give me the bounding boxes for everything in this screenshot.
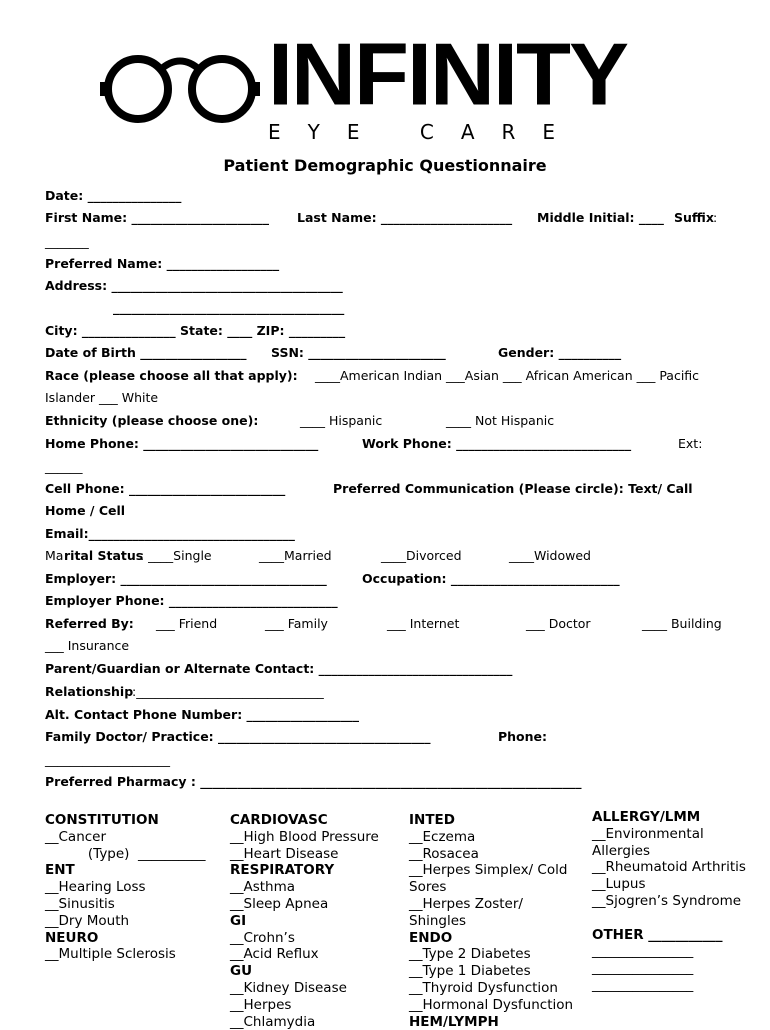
field-referred-5: ____ Building	[642, 616, 722, 631]
field-name-3: Suffix	[674, 210, 714, 225]
checkbox-item: __Multiple Sclerosis	[45, 946, 176, 963]
checkbox-item	[592, 910, 746, 927]
field-address-0: Address: _____________________________________	[45, 278, 343, 293]
field-relationship-0: Relationship	[45, 684, 134, 699]
checkbox-item: __Chlamydia	[230, 1013, 316, 1030]
field-guardian-0: Parent/Guardian or Alternate Contact: _______________________________	[45, 661, 513, 676]
checkbox-item: __Herpes Zoster/	[409, 895, 523, 912]
checkbox-item: __Asthma	[230, 879, 296, 896]
field-referred-2: ___ Family	[265, 616, 328, 631]
section-heading: CONSTITUTION	[45, 812, 159, 828]
field-ethnicity-0: Ethnicity (please choose one):	[45, 413, 259, 428]
section-heading: GU	[230, 963, 253, 980]
checkbox-item: __Heart Disease	[230, 845, 339, 862]
checkbox-item: Shingles	[409, 912, 467, 929]
field-referred-1: ___ Friend	[156, 616, 218, 631]
brand-name: INFINITY	[268, 25, 627, 124]
checkbox-item: _______________	[592, 960, 694, 977]
checkbox-item: __Kidney Disease	[230, 979, 347, 996]
checkbox-item: __Type 1 Diabetes	[409, 963, 531, 980]
field-race-1: ____American Indian ___Asian ___ African American ___ Pacific	[315, 368, 700, 383]
checkbox-item: __Rheumatoid Arthritis	[592, 859, 746, 876]
field-employer-0: Employer: _________________________________	[45, 571, 327, 586]
field-dob-2: Gender: __________	[498, 345, 622, 360]
field-race-cont-0: Islander ___ White	[45, 390, 159, 405]
field-phones-2: Ext:	[678, 436, 703, 451]
field-dob-1: SSN: ______________________	[271, 345, 446, 360]
checkbox-item: __Hormonal Dysfunction	[409, 996, 574, 1013]
field-marital-1: rital Status	[64, 548, 144, 563]
checkbox-item: (Type) __________	[45, 845, 206, 862]
field-name-4: :	[713, 210, 718, 225]
field-phones-0: Home Phone: ____________________________	[45, 436, 319, 451]
field-ext-cont-0: ______	[45, 459, 83, 474]
section-heading: INTED	[409, 812, 455, 828]
field-cell-cont-0: Home / Cell	[45, 503, 126, 518]
field-family-doctor-1: Phone:	[498, 729, 548, 744]
field-race-0: Race (please choose all that apply):	[45, 368, 298, 383]
field-relationship-1: :______________________________	[132, 684, 324, 699]
checkbox-item: __Herpes Simplex/ Cold	[409, 862, 568, 879]
field-marital-2: : ____Single	[140, 548, 212, 563]
field-marital-5: ____Widowed	[509, 548, 591, 563]
brand-tagline: EYE CARE	[268, 120, 583, 144]
field-ethnicity-2: ____ Not Hispanic	[446, 413, 555, 428]
checkbox-item: __Herpes	[230, 996, 292, 1013]
checkbox-item: __Lupus	[592, 876, 646, 893]
field-name-2: Middle Initial: ____	[537, 210, 664, 225]
field-name-0: First Name: ______________________	[45, 210, 270, 225]
field-dob-0: Date of Birth _________________	[45, 345, 247, 360]
field-name-1: Last Name: _____________________	[297, 210, 513, 225]
checkbox-item: _______________	[592, 943, 694, 960]
checkbox-item: __Environmental	[592, 825, 704, 842]
field-address-2-0: _____________________________________	[113, 300, 345, 315]
checkbox-item: Allergies	[592, 842, 651, 859]
section-heading: HEM/LYMPH	[409, 1013, 499, 1030]
checkbox-item: __Sinusitis	[45, 895, 115, 912]
field-marital-4: ____Divorced	[381, 548, 462, 563]
section-heading: NEURO	[45, 929, 99, 946]
checkbox-item: __Type 2 Diabetes	[409, 946, 531, 963]
field-email-0: Email:_________________________________	[45, 526, 295, 541]
section-heading: ENT	[45, 862, 75, 879]
checkbox-item: __Dry Mouth	[45, 912, 130, 929]
infinity-eye-care-logo	[100, 25, 660, 150]
field-city-0: City: _______________ State: ____ ZIP: _________	[45, 323, 346, 338]
checkbox-item: __Eczema	[409, 828, 476, 845]
field-cell-0: Cell Phone: _________________________	[45, 481, 286, 496]
section-heading: ENDO	[409, 929, 453, 946]
section-heading: RESPIRATORY	[230, 862, 335, 879]
history-column-1	[230, 812, 379, 1030]
field-referred-0: Referred By:	[45, 616, 134, 631]
field-referred-4: ___ Doctor	[526, 616, 591, 631]
history-column-2	[409, 812, 573, 1030]
page-title: Patient Demographic Questionnaire	[223, 156, 547, 175]
checkbox-item: Sores	[409, 879, 447, 896]
field-pharmacy-0: Preferred Pharmacy : _____________________________________________________________	[45, 774, 582, 789]
checkbox-item: __Sjogren’s Syndrome	[592, 892, 742, 909]
checkbox-item: __Sleep Apnea	[230, 895, 329, 912]
field-doctor-cont-0: ____________________	[45, 752, 170, 767]
history-column-3	[592, 809, 746, 994]
field-cell-1: Preferred Communication (Please circle): Text/ Call	[333, 481, 693, 496]
checkbox-item: __Acid Reflux	[230, 946, 319, 963]
field-preferred-name-0: Preferred Name: __________________	[45, 256, 280, 271]
field-ethnicity-1: ____ Hispanic	[300, 413, 383, 428]
section-heading: CARDIOVASC	[230, 812, 328, 828]
field-suffix-cont-0: _______	[45, 234, 89, 249]
section-heading: OTHER ___________	[592, 926, 723, 943]
checkbox-item: __Thyroid Dysfunction	[409, 979, 558, 996]
history-column-0	[45, 812, 206, 963]
field-employer-phone-0: Employer Phone: ___________________________	[45, 593, 338, 608]
checkbox-item: __High Blood Pressure	[230, 828, 379, 845]
field-referred-3: ___ Internet	[387, 616, 460, 631]
field-date-0: Date: _______________	[45, 188, 182, 203]
section-heading: GI	[230, 912, 247, 929]
checkbox-item: __Hearing Loss	[45, 879, 146, 896]
checkbox-item: __Crohn’s	[230, 929, 295, 946]
infinity-glasses-icon	[100, 42, 265, 142]
section-heading: ALLERGY/LMM	[592, 809, 701, 825]
field-referred-cont-0: ___ Insurance	[45, 638, 130, 653]
field-family-doctor-0: Family Doctor/ Practice: __________________________________	[45, 729, 431, 744]
field-employer-1: Occupation: ___________________________	[362, 571, 620, 586]
field-marital-3: ____Married	[259, 548, 332, 563]
field-marital-0: Ma	[45, 548, 64, 563]
field-alt-phone-0: Alt. Contact Phone Number: __________________	[45, 707, 360, 722]
checkbox-item: _______________	[592, 976, 694, 993]
checkbox-item: __Cancer	[45, 828, 107, 845]
field-phones-1: Work Phone: ____________________________	[362, 436, 632, 451]
checkbox-item: __Rosacea	[409, 845, 479, 862]
